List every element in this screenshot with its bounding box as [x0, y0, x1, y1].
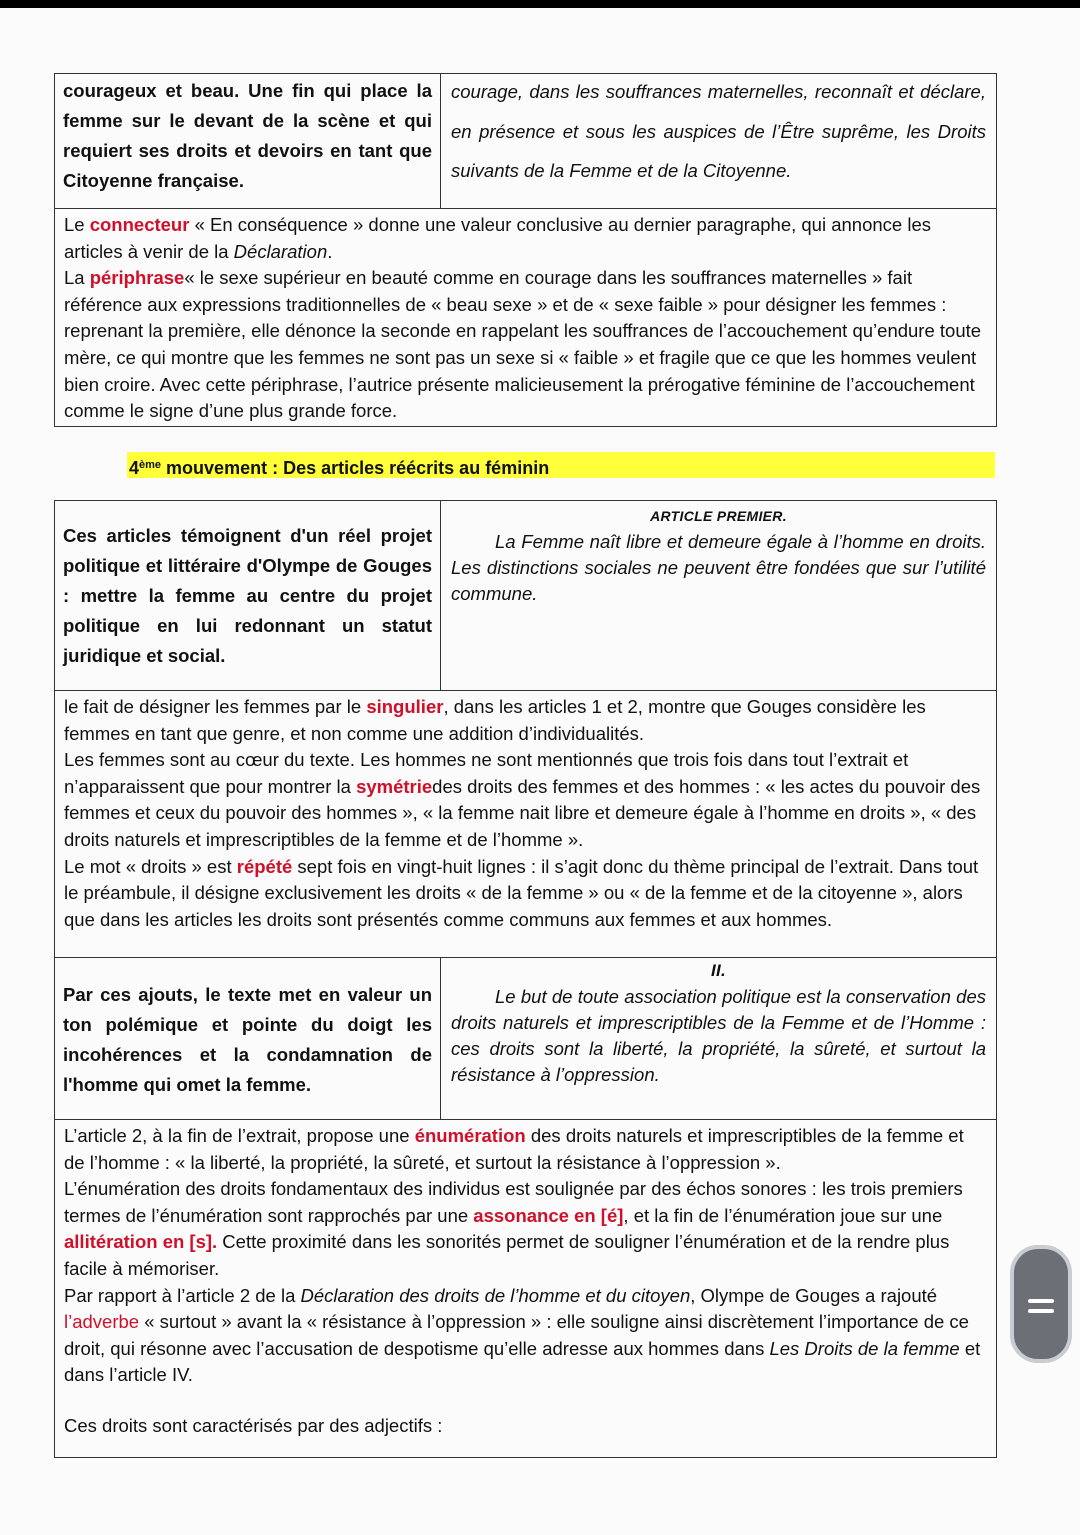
commentary-cell: Ces articles témoignent d'un réel projet politique et littéraire d'Olympe de Gouges : mettre la femme au centre du projet politique en lui redonnant un statut juridique et social. — [55, 501, 441, 690]
highlight-term: symétrie — [356, 775, 433, 797]
quote-cell — [441, 958, 996, 1119]
paragraph: Les femmes sont au cœur du texte. Les hommes ne sont mentionnés que trois fois dans tout l’extrait et n’apparaissent que pour montrer la symétriedes droits des femmes et des hommes : « les actes du pouvoir des femmes et ceux du pouvoir des hommes », « la femme nait libre et demeure égale à l’homme en droits », « des droits naturels et imprescriptibles de la femme et de l’homme ». — [64, 749, 981, 850]
analysis-paragraph-2 — [54, 690, 997, 958]
highlight-term: assonance en [é] — [473, 1204, 624, 1226]
quote-cell: courage, dans les souffrances maternelles, reconnaît et déclare, en présence et sous les auspices de l’Être suprême, les Droits suivants de la Femme et de la Citoyenne. — [451, 81, 986, 181]
analysis-paragraph-1 — [54, 208, 997, 427]
menu-lines-icon — [1028, 1299, 1054, 1303]
highlight-term: énumération — [414, 1125, 526, 1146]
analysis-table-row-2 — [54, 500, 997, 691]
analysis-table-row-1 — [54, 73, 997, 209]
paragraph: Le connecteur « En conséquence » donne une valeur conclusive au dernier paragraphe, qui annonce les articles à venir de la Déclaration. — [64, 214, 931, 262]
highlight-term: connecteur — [89, 214, 190, 235]
side-handle-button[interactable] — [1010, 1245, 1072, 1363]
highlight-term: répété — [236, 855, 293, 877]
paragraph: Le mot « droits » est répété sept fois en vingt-huit lignes : il s’agit donc du thème principal de l’extrait. Dans tout le préambule, il désigne exclusivement les droits « de la femme » ou « de la femme et de la citoyenne », alors que dans les articles les droits sont présentés comme communs aux femmes et aux hommes. — [64, 855, 979, 930]
paragraph: Par rapport à l’article 2 de la Déclaration des droits de l’homme et du citoyen, Olympe de Gouges a rajouté l’adverbe « surtout » avant la « résistance à l’oppression » : elle souligne ainsi discrètement l’importance de ce droit, qui résonne avec l’accusation de despotisme qu’elle adresse aux hommes dans Les Droits de la femme et dans l’article IV. — [64, 1284, 981, 1386]
article-title: ARTICLE PREMIER. — [650, 508, 787, 524]
paragraph: L’énumération des droits fondamentaux des individus est soulignée par des échos sonores : les trois premiers termes de l’énumération sont rapprochés par une assonance en [é], et la fin de l’énumération joue sur une allitération en [s]. Cette proximité dans les sonorités permet de souligner l’énumération et de la rendre plus facile à mémoriser. — [64, 1178, 963, 1279]
highlight-term: périphrase — [89, 267, 185, 289]
analysis-table-row-3 — [54, 957, 997, 1120]
section-heading: 4ème mouvement : Des articles réécrits au féminin — [127, 452, 995, 478]
paragraph: Ces droits sont caractérisés par des adjectifs : — [64, 1414, 443, 1436]
paragraph: La périphrase« le sexe supérieur en beauté comme en courage dans les souffrances maternelles » fait référence aux expressions traditionnelles de « beau sexe » et de « sexe faible » pour désigner les femmes : reprenant la première, elle dénonce la seconde en rappelant les souffrances de l’accouchement qu’endure toute mère, ce qui montre que les femmes ne sont pas un sexe si « faible » et fragile que ce que les hommes veulent bien croire. Avec cette périphrase, l’autrice présente malicieusement la prérogative féminine de l’accouchement comme le signe d’une plus grande force. — [64, 267, 982, 422]
menu-lines-icon — [1028, 1309, 1054, 1313]
analysis-paragraph-3 — [54, 1119, 997, 1458]
paragraph: L’article 2, à la fin de l’extrait, propose une énumération des droits naturels et imprescriptibles de la femme et de l’homme : « la liberté, la propriété, la sûreté, et surtout la résistance à l’oppression ». — [64, 1125, 964, 1173]
highlight-term: l’adverbe — [64, 1311, 140, 1333]
article-text: La Femme naît libre et demeure égale à l’homme en droits. Les distinctions sociales ne peuvent être fondées que sur l’utilité commune. — [451, 531, 986, 604]
highlight-term: singulier — [366, 696, 444, 717]
quote-cell — [441, 501, 996, 690]
top-bar — [0, 0, 1080, 8]
highlight-term: allitération en [s]. — [64, 1231, 218, 1253]
commentary-cell: courageux et beau. Une fin qui place la femme sur le devant de la scène et qui requiert ses droits et devoirs en tant que Citoyenne française. — [55, 74, 441, 208]
article-text: Le but de toute association politique est la conservation des droits naturels et imprescriptibles de la Femme et de l’Homme : ces droits sont la liberté, la propriété, la sûreté, et surtout la résistance à l’oppression. — [451, 986, 986, 1085]
commentary-cell: Par ces ajouts, le texte met en valeur un ton polémique et pointe du doigt les incohérences et la condamnation de l'homme qui omet la femme. — [55, 958, 441, 1119]
article-title: II. — [710, 961, 727, 980]
paragraph: le fait de désigner les femmes par le singulier, dans les articles 1 et 2, montre que Gouges considère les femmes en tant que genre, et non comme une addition d’individualités. — [64, 696, 926, 744]
